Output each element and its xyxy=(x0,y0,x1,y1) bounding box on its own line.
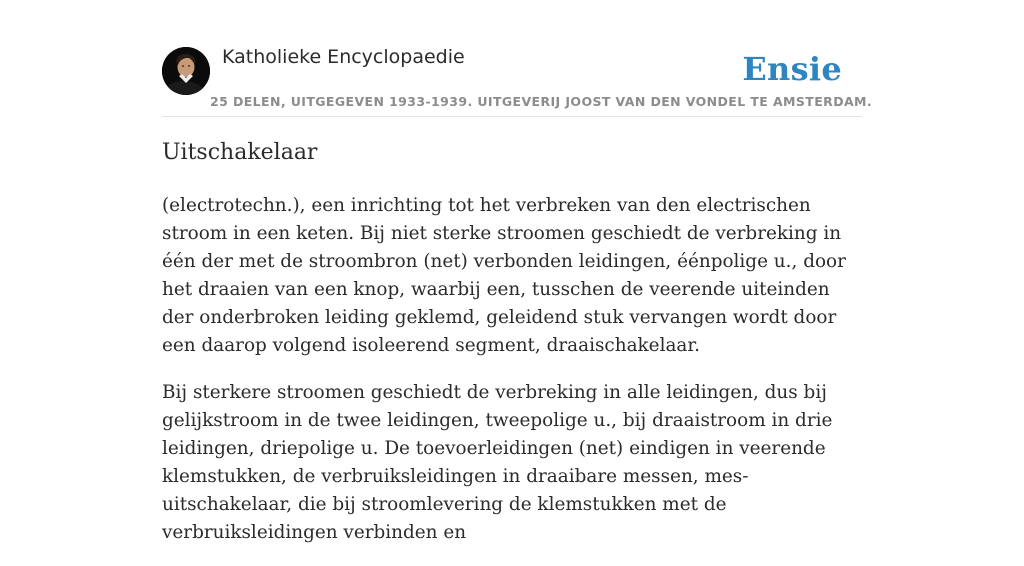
source-header xyxy=(162,0,873,117)
entry-body xyxy=(162,192,862,566)
entry-title: Uitschakelaar xyxy=(162,140,318,165)
entry-paragraph: (electrotechn.), een inrichting tot het verbreken van den electrischen stroom in een keten. Bij niet sterke stroomen geschiedt de verbreking in één der met de stroombron (net) verbonden leidingen, éénpolige u., door het draaien van een knop, waarbij een, tusschen de veerende uiteinden der onderbroken leiding geklemd, geleidend stuk vervangen wordt door een daarop volgend isoleerend segment, draaischakelaar. xyxy=(162,195,846,356)
entry-paragraph: Bij sterkere stroomen geschiedt de verbreking in alle leidingen, dus bij gelijkstroom in de twee leidingen, tweepolige u., bij draaistroom in drie leidingen, driepolige u. De toevoerleidingen (net) eindigen in veerende klemstukken, de verbruiksleidingen in draaibare messen, mes-uitschakelaar, die bij stroomlevering de klemstukken met de verbruiksleidingen verbinden en xyxy=(162,382,833,543)
source-subtitle: 25 DELEN, UITGEGEVEN 1933-1939. UITGEVERIJ JOOST VAN DEN VONDEL TE AMSTERDAM. xyxy=(210,94,873,109)
source-title[interactable]: Katholieke Encyclopaedie xyxy=(222,46,465,68)
brand-logo[interactable]: Ensie xyxy=(742,50,842,88)
page-container xyxy=(162,0,873,543)
portrait-avatar-icon[interactable] xyxy=(162,47,210,95)
